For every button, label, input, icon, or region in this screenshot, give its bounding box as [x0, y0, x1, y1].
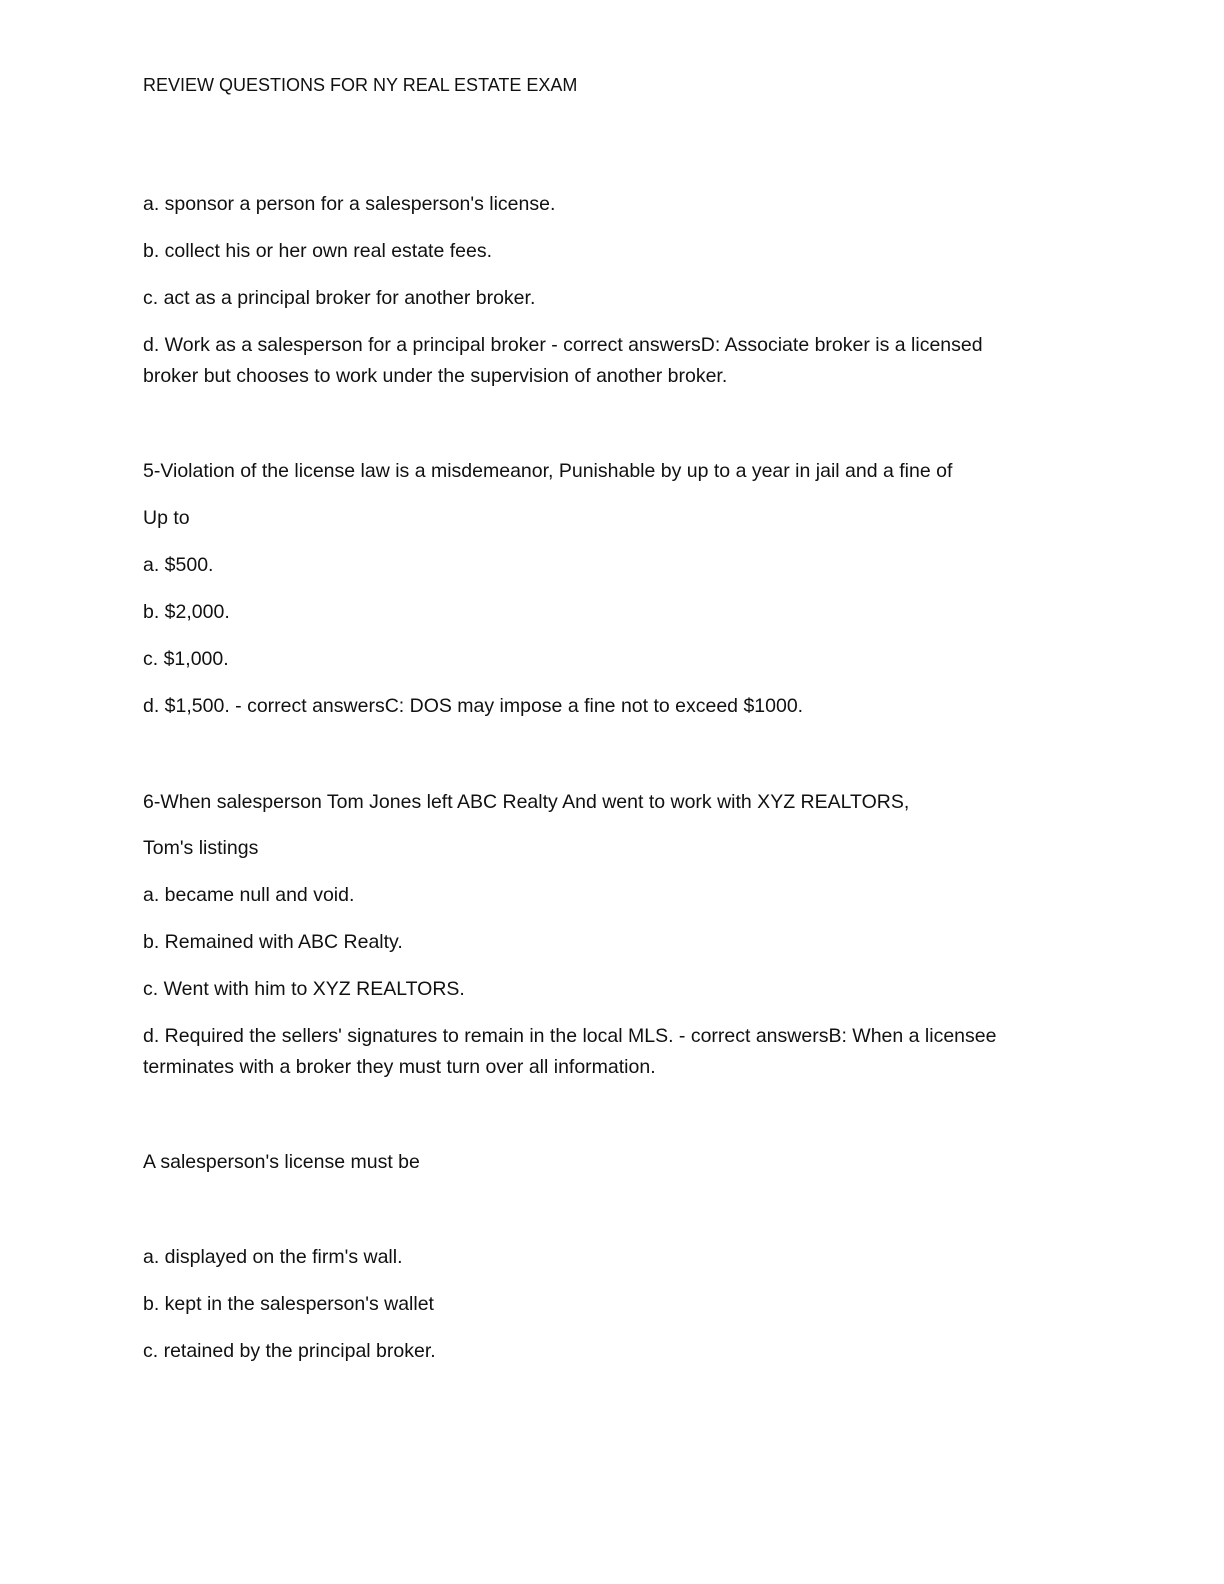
q6-option-d-answer: d. Required the sellers' signatures to remain in the local MLS. - correct answersB: When a licensee terminates with a broker they must turn over all information. [143, 1025, 997, 1078]
q6-option-b: b. Remained with ABC Realty. [143, 931, 403, 953]
q5-option-d-answer: d. $1,500. - correct answersC: DOS may impose a fine not to exceed $1000. [143, 695, 804, 717]
q4-option-c: c. act as a principal broker for another broker. [143, 287, 536, 309]
document-title: REVIEW QUESTIONS FOR NY REAL ESTATE EXAM [143, 75, 578, 95]
q7-stem: A salesperson's license must be [143, 1151, 420, 1173]
q6-option-c: c. Went with him to XYZ REALTORS. [143, 978, 465, 1000]
q7-option-c: c. retained by the principal broker. [143, 1340, 436, 1362]
q5-stem-line-2: Up to [143, 507, 190, 529]
q6-stem-line-2: Tom's listings [143, 837, 259, 859]
q5-stem-line-1: 5-Violation of the license law is a misdemeanor, Punishable by up to a year in jail and a fine of [143, 460, 953, 482]
q5-option-b: b. $2,000. [143, 601, 230, 623]
q4-option-b: b. collect his or her own real estate fees. [143, 240, 493, 262]
q5-option-a: a. $500. [143, 554, 214, 576]
q4-option-d-answer: d. Work as a salesperson for a principal broker - correct answersD: Associate broker is a licensed broker but chooses to work under the supervision of another broker. [143, 334, 983, 387]
q5-option-c: c. $1,000. [143, 648, 229, 670]
q4-option-a: a. sponsor a person for a salesperson's license. [143, 193, 556, 215]
q6-stem-line-1: 6-When salesperson Tom Jones left ABC Realty And went to work with XYZ REALTORS, [143, 791, 910, 813]
q7-option-b: b. kept in the salesperson's wallet [143, 1293, 434, 1315]
q6-option-a: a. became null and void. [143, 884, 355, 906]
q7-option-a: a. displayed on the firm's wall. [143, 1246, 403, 1268]
